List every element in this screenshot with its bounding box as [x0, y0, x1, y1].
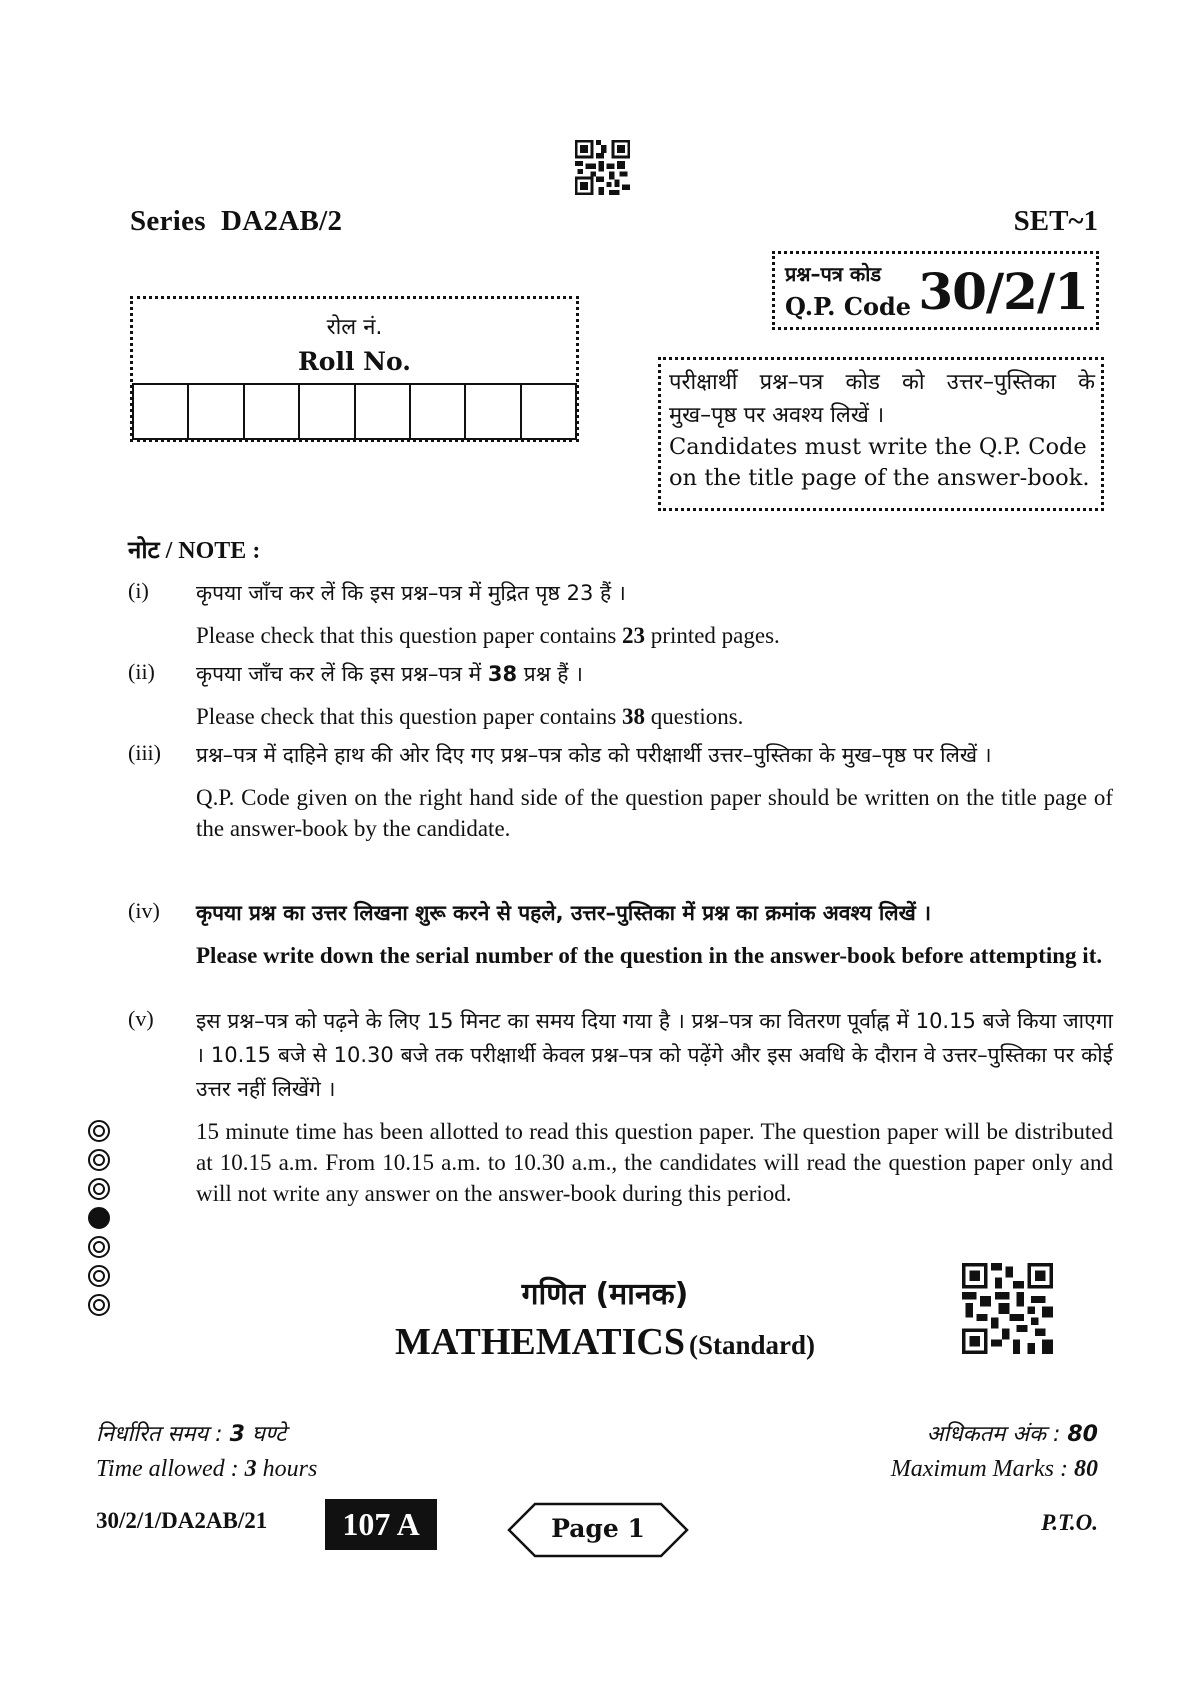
roll-digit-cell[interactable] — [134, 385, 189, 438]
instruction-hindi-line-1: परीक्षार्थी प्रश्न–पत्र कोड को उत्तर–पुस्तिका के — [669, 370, 1095, 395]
subject-level: (Standard) — [688, 1330, 815, 1360]
note-hindi-text: कृपया जाँच कर लें कि इस प्रश्न–पत्र में मुद्रित पृष्ठ 23 हैं । — [196, 581, 626, 605]
filled-ring-mark-icon — [88, 1207, 110, 1229]
note-number: (v) — [128, 1006, 154, 1031]
qp-code-label: Q.P. Code — [785, 292, 912, 321]
note-item-4 — [128, 896, 1113, 971]
roll-digit-cell[interactable] — [189, 385, 244, 438]
time-allowed: Time allowed : 3 hours — [96, 1456, 318, 1482]
note-hindi-text: प्रश्न–पत्र में दाहिने हाथ की ओर दिए गए प्रश्न–पत्र कोड को परीक्षार्थी उत्तर–पुस्तिका के मुख–पृष्ठ पर लिखें । — [196, 743, 992, 767]
roll-digit-cell[interactable] — [245, 385, 300, 438]
subject-main: MATHEMATICS — [395, 1321, 685, 1363]
paper-variant-badge: 107 A — [325, 1499, 437, 1550]
note-number: (iv) — [128, 898, 160, 923]
note-item-3 — [128, 738, 1113, 844]
set-label: SET~1 — [1013, 205, 1098, 237]
instruction-english-line-2: on the title page of the answer-book. — [669, 465, 1090, 491]
note-number: (iii) — [128, 740, 161, 765]
note-english-text: Q.P. Code given on the right hand side of the question paper should be written on the title page of the answer-book by the candidate. — [196, 785, 1113, 841]
maximum-marks: Maximum Marks : 80 — [890, 1456, 1098, 1482]
subject-qr-code-icon — [962, 1263, 1053, 1354]
page-number-indicator — [507, 1502, 689, 1558]
top-qr-code-icon — [575, 140, 630, 195]
qp-code-value: 30/2/1 — [918, 262, 1088, 321]
roll-digit-cell[interactable] — [411, 385, 466, 438]
note-hindi-text: इस प्रश्न–पत्र को पढ़ने के लिए 15 मिनट का समय दिया गया है । प्रश्न–पत्र का वितरण पूर्वाह्न में 10.15 बजे किया जाएगा । 10.15 बजे से 10.30 बजे तक परीक्षार्थी केवल प्रश्न–पत्र को पढ़ेंगे और इस अवधि के दौरान वे उत्तर–पुस्तिका पर कोई उत्तर नहीं लिखेंगे । — [196, 1009, 1113, 1101]
page-number: Page 1 — [551, 1514, 645, 1543]
roll-digit-cell[interactable] — [522, 385, 575, 438]
note-number: (ii) — [128, 659, 155, 684]
note-item-1 — [128, 576, 1113, 651]
instruction-english-line-1: Candidates must write the Q.P. Code — [669, 434, 1087, 460]
maximum-marks-hindi: अधिकतम अंक : 80 — [926, 1422, 1098, 1447]
please-turn-over: P.T.O. — [1041, 1510, 1098, 1535]
roll-number-box — [130, 296, 579, 442]
note-hindi-text: कृपया जाँच कर लें कि इस प्रश्न–पत्र में 38 प्रश्न हैं । — [196, 662, 584, 686]
note-item-2 — [128, 657, 1113, 732]
qp-code-box — [772, 251, 1099, 330]
ring-mark-icon — [88, 1149, 110, 1171]
note-number: (i) — [128, 578, 149, 603]
series-label — [130, 205, 342, 238]
qp-code-label-hindi: प्रश्न–पत्र कोड — [785, 262, 882, 286]
roll-digit-cell[interactable] — [356, 385, 411, 438]
note-english-text: Please check that this question paper contains 23 printed pages. — [196, 623, 780, 648]
series-prefix: Series — [130, 205, 206, 237]
qp-code-instruction-box — [658, 357, 1104, 511]
ring-mark-icon — [88, 1236, 110, 1258]
note-english-text: 15 minute time has been allotted to read this question paper. The question paper will be distributed at 10.15 a.m. From 10.15 a.m. to 10.30 a.m., the candidates will read the question paper only and will not write any answer on the answer-book during this period. — [196, 1119, 1113, 1206]
roll-digit-cell[interactable] — [466, 385, 521, 438]
note-hindi-text: कृपया प्रश्न का उत्तर लिखना शुरू करने से पहले, उत्तर–पुस्तिका में प्रश्न का क्रमांक अवश्य लिखें । — [196, 901, 932, 925]
note-english-text: Please check that this question paper contains 38 questions. — [196, 704, 744, 729]
roll-number-cells — [132, 383, 577, 440]
note-item-5 — [128, 1004, 1113, 1209]
instruction-hindi-line-2: मुख–पृष्ठ पर अवश्य लिखें । — [669, 403, 885, 428]
time-allowed-hindi: निर्धारित समय : 3 घण्टे — [96, 1422, 287, 1447]
note-heading: नोट / NOTE : — [128, 538, 261, 564]
ring-mark-icon — [88, 1120, 110, 1142]
ring-mark-icon — [88, 1178, 110, 1200]
paper-code: 30/2/1/DA2AB/21 — [96, 1508, 268, 1533]
roll-digit-cell[interactable] — [300, 385, 355, 438]
roll-label-hindi: रोल नं. — [326, 315, 383, 340]
note-english-text: Please write down the serial number of the question in the answer-book before attempting it. — [196, 943, 1103, 968]
subject-title-hindi: गणित (मानक) — [521, 1277, 689, 1312]
series-code: DA2AB/2 — [221, 205, 343, 237]
roll-label: Roll No. — [298, 347, 411, 376]
